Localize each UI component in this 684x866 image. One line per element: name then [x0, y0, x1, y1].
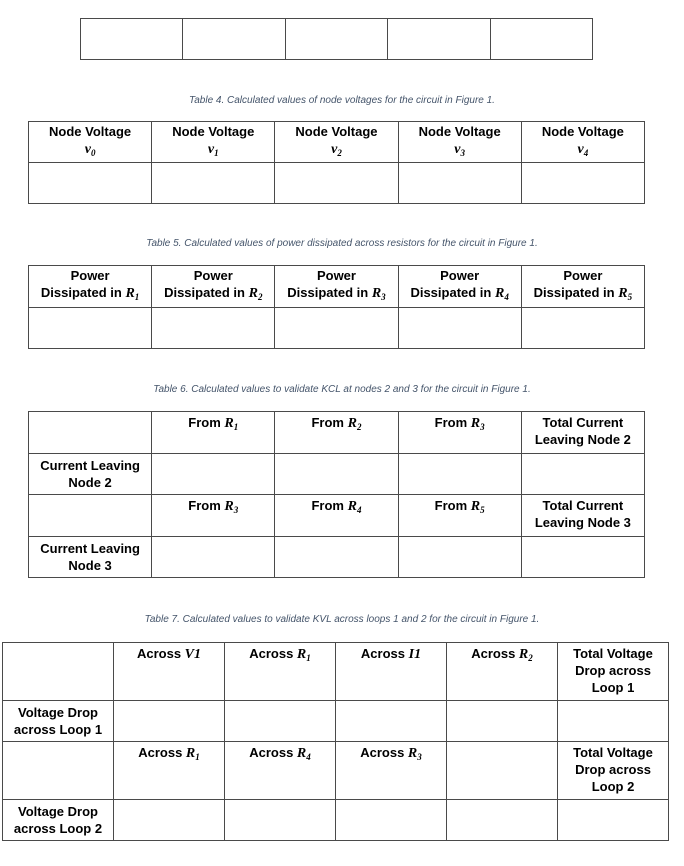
t6-row-label-node2: Current Leaving Node 2	[29, 454, 152, 495]
t7-across-r3: Across $R_3$	[336, 742, 447, 800]
empty-cell	[447, 701, 558, 742]
t5-header-4: Power Dissipated in $R_5$	[521, 266, 644, 308]
empty-cell	[275, 537, 398, 578]
t5-header-0: Power Dissipated in $R_1$	[29, 266, 152, 308]
table6	[28, 411, 645, 578]
t5-header-2: Power Dissipated in $R_3$	[275, 266, 398, 308]
empty-cell	[152, 163, 275, 204]
empty-cell	[225, 701, 336, 742]
t6-from-r1: From $R_1$	[152, 412, 275, 454]
empty-cell	[521, 537, 644, 578]
empty-cell	[490, 19, 592, 60]
table4	[28, 121, 645, 204]
empty-cell	[152, 308, 275, 349]
empty-cell	[152, 537, 275, 578]
empty-cell	[3, 742, 114, 800]
t7-row-label-loop1: Voltage Drop across Loop 1	[3, 701, 114, 742]
table5-caption: Table 5. Calculated values of power dissipated across resistors for the circuit in Figure 1.	[146, 238, 538, 249]
empty-cell	[114, 701, 225, 742]
t4-header-1: Node Voltage $v_1$	[152, 122, 275, 163]
t7-total-loop1: Total Voltage Drop across Loop 1	[558, 643, 669, 701]
t7-row-label-loop2: Voltage Drop across Loop 2	[3, 800, 114, 841]
t6-from-r3: From $R_3$	[398, 412, 521, 454]
t6-total-node2: Total Current Leaving Node 2	[521, 412, 644, 454]
empty-cell	[275, 308, 398, 349]
empty-cell	[225, 800, 336, 841]
empty-cell	[388, 19, 490, 60]
t7-across-r4: Across $R_4$	[225, 742, 336, 800]
empty-cell	[336, 800, 447, 841]
table6-caption: Table 6. Calculated values to validate KCL at nodes 2 and 3 for the circuit in Figure 1.	[153, 384, 531, 395]
empty-cell	[521, 454, 644, 495]
empty-cell	[152, 454, 275, 495]
empty-cell	[81, 19, 183, 60]
empty-cell	[398, 308, 521, 349]
empty-cell	[398, 454, 521, 495]
empty-cell	[521, 308, 644, 349]
table4-caption: Table 4. Calculated values of node voltages for the circuit in Figure 1.	[189, 95, 495, 106]
t7-across-v1: Across V1	[114, 643, 225, 701]
table3-remnant	[80, 18, 593, 60]
empty-cell	[29, 412, 152, 454]
table5	[28, 265, 645, 349]
empty-cell	[275, 163, 398, 204]
empty-cell	[29, 308, 152, 349]
empty-cell	[3, 643, 114, 701]
t6-from-r2: From $R_2$	[275, 412, 398, 454]
table7-caption: Table 7. Calculated values to validate KVL across loops 1 and 2 for the circuit in Figure 1.	[144, 614, 540, 625]
t5-header-1: Power Dissipated in $R_2$	[152, 266, 275, 308]
t4-header-0: Node Voltage $v_0$	[29, 122, 152, 163]
t7-across-i1: Across I1	[336, 643, 447, 701]
empty-cell	[447, 742, 558, 800]
empty-cell	[29, 495, 152, 537]
empty-cell	[558, 800, 669, 841]
empty-cell	[275, 454, 398, 495]
t6-from-r3b: From $R_3$	[152, 495, 275, 537]
empty-cell	[114, 800, 225, 841]
empty-cell	[398, 537, 521, 578]
t4-header-2: Node Voltage $v_2$	[275, 122, 398, 163]
t4-header-3: Node Voltage $v_3$	[398, 122, 521, 163]
empty-cell	[29, 163, 152, 204]
t4-header-4: Node Voltage $v_4$	[521, 122, 644, 163]
t7-across-r1b: Across $R_1$	[114, 742, 225, 800]
empty-cell	[285, 19, 387, 60]
empty-cell	[336, 701, 447, 742]
empty-cell	[398, 163, 521, 204]
t6-from-r4: From $R_4$	[275, 495, 398, 537]
table7	[2, 642, 669, 841]
t7-across-r2: Across $R_2$	[447, 643, 558, 701]
empty-cell	[558, 701, 669, 742]
t6-from-r5: From $R_5$	[398, 495, 521, 537]
t5-header-3: Power Dissipated in $R_4$	[398, 266, 521, 308]
empty-cell	[447, 800, 558, 841]
t7-total-loop2: Total Voltage Drop across Loop 2	[558, 742, 669, 800]
t7-across-r1: Across $R_1$	[225, 643, 336, 701]
t6-row-label-node3: Current Leaving Node 3	[29, 537, 152, 578]
empty-cell	[183, 19, 285, 60]
t6-total-node3: Total Current Leaving Node 3	[521, 495, 644, 537]
empty-cell	[521, 163, 644, 204]
